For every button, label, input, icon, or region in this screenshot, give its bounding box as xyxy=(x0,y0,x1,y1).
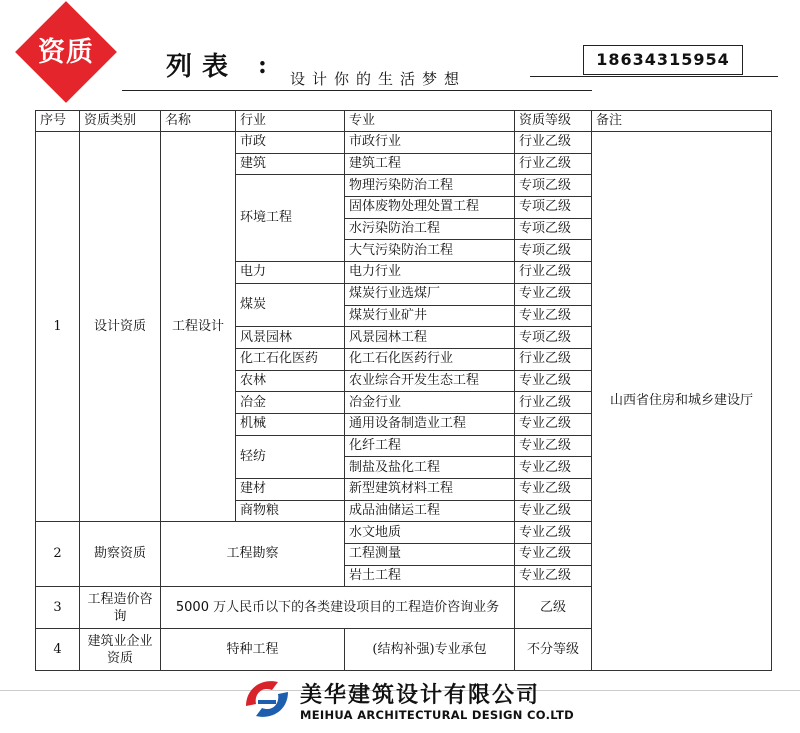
grade-cell: 行业乙级 xyxy=(515,392,592,414)
grade-cell: 专业乙级 xyxy=(515,479,592,501)
grade-cell: 专业乙级 xyxy=(515,305,592,327)
header-cell-name: 名称 xyxy=(161,111,236,132)
row-number: 4 xyxy=(36,629,80,671)
grade-cell: 专项乙级 xyxy=(515,218,592,240)
major-cell: 工程测量 xyxy=(345,544,515,566)
qualification-category: 设计资质 xyxy=(80,132,161,522)
row-number: 2 xyxy=(36,522,80,587)
major-cell: 化纤工程 xyxy=(345,435,515,457)
industry-cell: 建筑 xyxy=(236,153,345,175)
industry-cell: 电力 xyxy=(236,262,345,284)
company-name-cn: 美华建筑设计有限公司 xyxy=(300,683,541,708)
industry-cell: 化工石化医药 xyxy=(236,348,345,370)
table-header-row xyxy=(36,111,772,132)
major-cell: 农业综合开发生态工程 xyxy=(345,370,515,392)
grade-cell: 专项乙级 xyxy=(515,197,592,219)
industry-cell: 市政 xyxy=(236,132,345,154)
major-cell: 风景园林工程 xyxy=(345,327,515,349)
major-cell: 成品油储运工程 xyxy=(345,500,515,522)
industry-cell: 煤炭 xyxy=(236,283,345,326)
remark-cell: 山西省住房和城乡建设厅 xyxy=(592,132,772,671)
grade-cell: 行业乙级 xyxy=(515,348,592,370)
page-subtitle: 设计你的生活梦想 xyxy=(290,70,467,88)
grade-cell: 专业乙级 xyxy=(515,457,592,479)
major-cell: 电力行业 xyxy=(345,262,515,284)
grade-cell: 不分等级 xyxy=(515,629,592,671)
company-logo-icon xyxy=(242,676,292,722)
industry-cell: 建材 xyxy=(236,479,345,501)
major-cell: 固体废物处理处置工程 xyxy=(345,197,515,219)
header-cell-category: 资质类别 xyxy=(80,111,161,132)
row-number: 1 xyxy=(36,132,80,522)
grade-cell: 行业乙级 xyxy=(515,153,592,175)
grade-cell: 专业乙级 xyxy=(515,565,592,587)
header-divider xyxy=(122,90,592,91)
header-cell-remark: 备注 xyxy=(592,111,772,132)
grade-cell: 专项乙级 xyxy=(515,327,592,349)
grade-cell: 专业乙级 xyxy=(515,283,592,305)
qualification-name: 工程勘察 xyxy=(161,522,345,587)
header-cell-grade: 资质等级 xyxy=(515,111,592,132)
major-cell: 通用设备制造业工程 xyxy=(345,413,515,435)
grade-cell: 专业乙级 xyxy=(515,435,592,457)
industry-cell: 机械 xyxy=(236,413,345,435)
grade-cell: 专业乙级 xyxy=(515,544,592,566)
phone-underline xyxy=(530,76,778,77)
grade-cell: 乙级 xyxy=(515,587,592,629)
grade-cell: 专项乙级 xyxy=(515,240,592,262)
grade-cell: 专业乙级 xyxy=(515,413,592,435)
major-cell: 岩土工程 xyxy=(345,565,515,587)
header-cell-no: 序号 xyxy=(36,111,80,132)
badge xyxy=(16,2,116,102)
page-title: 列表 xyxy=(166,52,239,82)
major-cell: 制盐及盐化工程 xyxy=(345,457,515,479)
major-cell: (结构补强)专业承包 xyxy=(345,629,515,671)
qualification-scope: 5000 万人民币以下的各类建设项目的工程造价咨询业务 xyxy=(161,587,515,629)
row-number: 3 xyxy=(36,587,80,629)
major-cell: 大气污染防治工程 xyxy=(345,240,515,262)
industry-cell: 风景园林 xyxy=(236,327,345,349)
phone-number: 18634315954 xyxy=(583,45,743,75)
title-colon: : xyxy=(258,50,267,79)
major-cell: 建筑工程 xyxy=(345,153,515,175)
major-cell: 化工石化医药行业 xyxy=(345,348,515,370)
major-cell: 水污染防治工程 xyxy=(345,218,515,240)
qualification-category: 工程造价咨询 xyxy=(80,587,161,629)
grade-cell: 专业乙级 xyxy=(515,500,592,522)
industry-cell: 轻纺 xyxy=(236,435,345,478)
grade-cell: 行业乙级 xyxy=(515,132,592,154)
major-cell: 物理污染防治工程 xyxy=(345,175,515,197)
qualification-category: 建筑业企业资质 xyxy=(80,629,161,671)
header-cell-major: 专业 xyxy=(345,111,515,132)
table-row xyxy=(36,132,772,154)
grade-cell: 专业乙级 xyxy=(515,522,592,544)
industry-cell: 环境工程 xyxy=(236,175,345,262)
qualification-table xyxy=(35,110,772,671)
company-name-en: MEIHUA ARCHITECTURAL DESIGN CO.LTD xyxy=(300,708,574,722)
qualification-name: 特种工程 xyxy=(161,629,345,671)
grade-cell: 行业乙级 xyxy=(515,262,592,284)
industry-cell: 商物粮 xyxy=(236,500,345,522)
major-cell: 煤炭行业矿井 xyxy=(345,305,515,327)
header-cell-industry: 行业 xyxy=(236,111,345,132)
qualification-category: 勘察资质 xyxy=(80,522,161,587)
qualification-name: 工程设计 xyxy=(161,132,236,522)
badge-label: 资质 xyxy=(38,37,94,68)
industry-cell: 冶金 xyxy=(236,392,345,414)
major-cell: 冶金行业 xyxy=(345,392,515,414)
industry-cell: 农林 xyxy=(236,370,345,392)
grade-cell: 专业乙级 xyxy=(515,370,592,392)
grade-cell: 专项乙级 xyxy=(515,175,592,197)
major-cell: 煤炭行业选煤厂 xyxy=(345,283,515,305)
major-cell: 新型建筑材料工程 xyxy=(345,479,515,501)
major-cell: 水文地质 xyxy=(345,522,515,544)
major-cell: 市政行业 xyxy=(345,132,515,154)
